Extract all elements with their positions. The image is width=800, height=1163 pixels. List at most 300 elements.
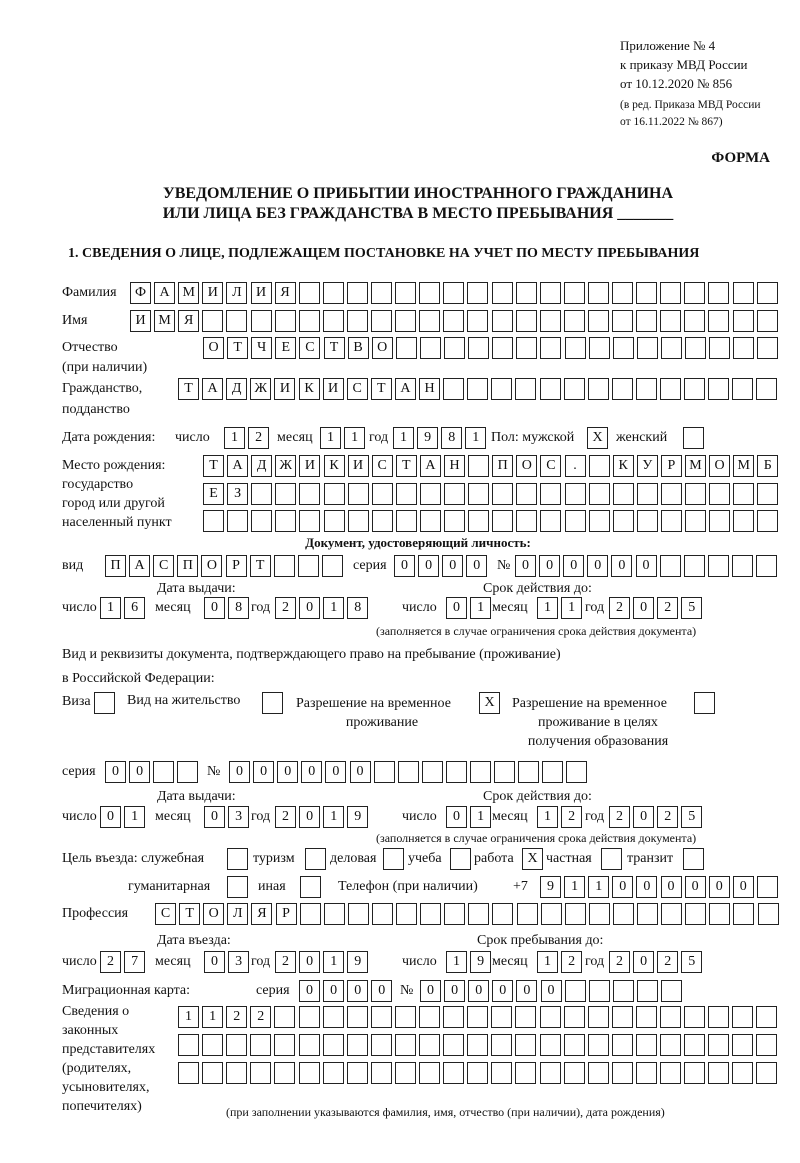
char-cell[interactable]: А [395,378,416,400]
char-cell[interactable] [178,1034,199,1056]
char-cell[interactable]: 0 [636,876,657,898]
char-cell[interactable] [323,1062,344,1084]
char-cell[interactable] [732,1034,753,1056]
char-cell[interactable] [588,378,609,400]
char-cell[interactable] [274,555,295,577]
char-cell[interactable]: X [587,427,608,449]
char-cell[interactable] [683,848,704,870]
char-cell[interactable]: 0 [325,761,346,783]
char-cell[interactable]: 1 [588,876,609,898]
char-cell[interactable] [564,310,585,332]
char-cell[interactable]: 0 [685,876,706,898]
char-cell[interactable] [660,378,681,400]
char-cell[interactable]: 0 [204,951,225,973]
char-cell[interactable]: 0 [446,597,467,619]
char-cell[interactable]: З [227,483,248,505]
char-cell[interactable] [758,903,779,925]
char-cell[interactable] [709,483,730,505]
char-cell[interactable] [347,282,368,304]
char-cell[interactable]: О [516,455,537,477]
char-cell[interactable] [443,282,464,304]
char-cell[interactable] [324,483,345,505]
char-cell[interactable] [540,1062,561,1084]
char-cell[interactable] [612,1034,633,1056]
char-cell[interactable]: Ж [250,378,271,400]
char-cell[interactable] [372,903,393,925]
char-cell[interactable]: С [540,455,561,477]
char-cell[interactable]: 1 [537,806,558,828]
char-cell[interactable] [444,510,465,532]
char-cell[interactable] [467,1006,488,1028]
char-cell[interactable]: 0 [516,980,537,1002]
char-cell[interactable]: 0 [709,876,730,898]
char-cell[interactable]: К [324,455,345,477]
char-cell[interactable] [515,1006,536,1028]
char-cell[interactable] [709,337,730,359]
char-cell[interactable] [299,1034,320,1056]
char-cell[interactable] [589,455,610,477]
char-cell[interactable]: О [203,903,224,925]
char-cell[interactable] [588,1034,609,1056]
char-cell[interactable] [348,510,369,532]
char-cell[interactable] [226,310,247,332]
char-cell[interactable] [660,310,681,332]
char-cell[interactable] [588,310,609,332]
char-cell[interactable] [203,510,224,532]
char-cell[interactable] [446,761,467,783]
char-cell[interactable]: Л [226,282,247,304]
char-cell[interactable]: 0 [204,806,225,828]
char-cell[interactable] [274,1006,295,1028]
char-cell[interactable]: О [372,337,393,359]
char-cell[interactable]: 2 [657,806,678,828]
char-cell[interactable]: Л [227,903,248,925]
char-cell[interactable]: 0 [492,980,513,1002]
char-cell[interactable]: 2 [657,597,678,619]
char-cell[interactable] [636,1006,657,1028]
char-cell[interactable]: К [299,378,320,400]
char-cell[interactable]: 0 [350,761,371,783]
char-cell[interactable] [468,483,489,505]
char-cell[interactable] [757,876,778,898]
char-cell[interactable] [348,903,369,925]
char-cell[interactable]: Т [250,555,271,577]
char-cell[interactable] [274,1034,295,1056]
char-cell[interactable] [468,903,489,925]
char-cell[interactable] [395,1062,416,1084]
char-cell[interactable] [613,903,634,925]
char-cell[interactable]: И [274,378,295,400]
char-cell[interactable] [636,310,657,332]
char-cell[interactable] [756,555,777,577]
char-cell[interactable]: 0 [204,597,225,619]
char-cell[interactable] [383,848,404,870]
char-cell[interactable]: 0 [539,555,560,577]
char-cell[interactable]: Т [203,455,224,477]
char-cell[interactable]: М [685,455,706,477]
char-cell[interactable] [756,1034,777,1056]
char-cell[interactable]: 0 [587,555,608,577]
char-cell[interactable] [396,483,417,505]
char-cell[interactable]: И [130,310,151,332]
char-cell[interactable] [468,455,489,477]
char-cell[interactable] [708,378,729,400]
char-cell[interactable]: Я [251,903,272,925]
char-cell[interactable] [419,1006,440,1028]
char-cell[interactable] [661,337,682,359]
char-cell[interactable]: П [177,555,198,577]
char-cell[interactable] [395,1034,416,1056]
char-cell[interactable] [540,1006,561,1028]
char-cell[interactable] [612,1062,633,1084]
char-cell[interactable]: Р [226,555,247,577]
char-cell[interactable] [251,483,272,505]
char-cell[interactable]: Д [226,378,247,400]
char-cell[interactable] [660,1034,681,1056]
char-cell[interactable] [660,1062,681,1084]
char-cell[interactable] [540,510,561,532]
char-cell[interactable]: И [202,282,223,304]
char-cell[interactable]: И [348,455,369,477]
char-cell[interactable] [444,337,465,359]
char-cell[interactable] [708,282,729,304]
char-cell[interactable] [227,848,248,870]
char-cell[interactable]: 0 [371,980,392,1002]
char-cell[interactable]: Т [227,337,248,359]
char-cell[interactable] [347,1006,368,1028]
char-cell[interactable]: 8 [347,597,368,619]
char-cell[interactable]: А [154,282,175,304]
char-cell[interactable]: Р [276,903,297,925]
char-cell[interactable] [398,761,419,783]
char-cell[interactable]: 1 [344,427,365,449]
char-cell[interactable]: 8 [228,597,249,619]
char-cell[interactable] [177,761,198,783]
char-cell[interactable]: Ч [251,337,272,359]
char-cell[interactable] [299,1006,320,1028]
char-cell[interactable]: Т [324,337,345,359]
char-cell[interactable] [299,282,320,304]
char-cell[interactable]: 7 [124,951,145,973]
char-cell[interactable] [443,1034,464,1056]
char-cell[interactable]: 2 [248,427,269,449]
char-cell[interactable] [322,555,343,577]
char-cell[interactable]: 1 [224,427,245,449]
char-cell[interactable] [565,980,586,1002]
char-cell[interactable] [708,1006,729,1028]
char-cell[interactable] [419,1034,440,1056]
char-cell[interactable] [637,337,658,359]
char-cell[interactable] [684,378,705,400]
char-cell[interactable]: М [733,455,754,477]
char-cell[interactable] [470,761,491,783]
char-cell[interactable]: 1 [323,951,344,973]
char-cell[interactable] [613,483,634,505]
char-cell[interactable] [443,1062,464,1084]
char-cell[interactable]: 5 [681,951,702,973]
char-cell[interactable] [540,337,561,359]
char-cell[interactable] [323,310,344,332]
char-cell[interactable] [262,692,283,714]
char-cell[interactable]: 0 [418,555,439,577]
char-cell[interactable] [299,510,320,532]
char-cell[interactable] [371,1034,392,1056]
char-cell[interactable] [347,1034,368,1056]
char-cell[interactable] [733,310,754,332]
char-cell[interactable] [542,761,563,783]
char-cell[interactable]: А [202,378,223,400]
char-cell[interactable] [733,483,754,505]
char-cell[interactable]: И [299,455,320,477]
char-cell[interactable]: 0 [612,876,633,898]
char-cell[interactable] [443,378,464,400]
char-cell[interactable]: 1 [320,427,341,449]
char-cell[interactable]: И [323,378,344,400]
char-cell[interactable] [565,510,586,532]
char-cell[interactable]: К [613,455,634,477]
char-cell[interactable]: Б [757,455,778,477]
char-cell[interactable] [661,903,682,925]
char-cell[interactable] [589,510,610,532]
char-cell[interactable] [323,1006,344,1028]
char-cell[interactable] [275,483,296,505]
char-cell[interactable]: Н [444,455,465,477]
char-cell[interactable]: Ф [130,282,151,304]
char-cell[interactable] [492,510,513,532]
char-cell[interactable] [517,903,538,925]
char-cell[interactable] [516,310,537,332]
char-cell[interactable] [732,378,753,400]
char-cell[interactable] [601,848,622,870]
char-cell[interactable]: 0 [253,761,274,783]
char-cell[interactable] [516,337,537,359]
char-cell[interactable] [684,1006,705,1028]
char-cell[interactable]: Я [275,282,296,304]
char-cell[interactable]: 1 [470,597,491,619]
char-cell[interactable] [757,337,778,359]
char-cell[interactable] [515,378,536,400]
char-cell[interactable] [540,282,561,304]
char-cell[interactable]: 2 [100,951,121,973]
char-cell[interactable]: О [203,337,224,359]
char-cell[interactable] [420,483,441,505]
char-cell[interactable] [250,1034,271,1056]
char-cell[interactable] [494,761,515,783]
char-cell[interactable]: 9 [347,951,368,973]
char-cell[interactable] [516,282,537,304]
char-cell[interactable]: 1 [470,806,491,828]
char-cell[interactable] [588,282,609,304]
char-cell[interactable] [153,761,174,783]
char-cell[interactable]: Е [203,483,224,505]
char-cell[interactable] [709,510,730,532]
char-cell[interactable] [371,310,392,332]
char-cell[interactable] [637,510,658,532]
char-cell[interactable] [468,510,489,532]
char-cell[interactable] [565,903,586,925]
char-cell[interactable] [518,761,539,783]
char-cell[interactable] [565,483,586,505]
char-cell[interactable]: П [492,455,513,477]
char-cell[interactable] [708,1062,729,1084]
char-cell[interactable]: Т [178,378,199,400]
char-cell[interactable] [299,1062,320,1084]
char-cell[interactable] [396,903,417,925]
char-cell[interactable]: 0 [301,761,322,783]
char-cell[interactable]: А [420,455,441,477]
char-cell[interactable] [371,282,392,304]
char-cell[interactable] [419,1062,440,1084]
char-cell[interactable] [588,1006,609,1028]
char-cell[interactable] [444,903,465,925]
char-cell[interactable]: В [348,337,369,359]
char-cell[interactable]: 2 [275,806,296,828]
char-cell[interactable]: Я [178,310,199,332]
char-cell[interactable]: X [522,848,543,870]
char-cell[interactable] [396,337,417,359]
char-cell[interactable] [324,510,345,532]
char-cell[interactable] [419,310,440,332]
char-cell[interactable] [684,282,705,304]
char-cell[interactable]: 2 [609,951,630,973]
char-cell[interactable] [300,876,321,898]
char-cell[interactable] [589,337,610,359]
char-cell[interactable] [467,1062,488,1084]
char-cell[interactable]: 2 [250,1006,271,1028]
char-cell[interactable] [202,1062,223,1084]
char-cell[interactable]: 0 [633,597,654,619]
char-cell[interactable]: 2 [561,806,582,828]
char-cell[interactable] [612,310,633,332]
char-cell[interactable]: 0 [541,980,562,1002]
char-cell[interactable] [733,337,754,359]
char-cell[interactable] [733,510,754,532]
char-cell[interactable] [564,282,585,304]
char-cell[interactable] [299,310,320,332]
char-cell[interactable] [420,903,441,925]
char-cell[interactable] [492,483,513,505]
char-cell[interactable] [564,378,585,400]
char-cell[interactable] [660,1006,681,1028]
char-cell[interactable]: 0 [299,597,320,619]
char-cell[interactable] [636,1034,657,1056]
char-cell[interactable] [564,1062,585,1084]
char-cell[interactable] [396,510,417,532]
char-cell[interactable] [708,555,729,577]
char-cell[interactable]: 0 [468,980,489,1002]
char-cell[interactable] [324,903,345,925]
char-cell[interactable] [757,282,778,304]
char-cell[interactable]: Т [371,378,392,400]
char-cell[interactable]: 2 [226,1006,247,1028]
char-cell[interactable] [541,903,562,925]
char-cell[interactable] [420,337,441,359]
char-cell[interactable] [491,378,512,400]
char-cell[interactable]: С [372,455,393,477]
char-cell[interactable] [685,510,706,532]
char-cell[interactable]: 1 [178,1006,199,1028]
char-cell[interactable]: 1 [323,597,344,619]
char-cell[interactable] [300,903,321,925]
char-cell[interactable] [637,483,658,505]
char-cell[interactable] [467,282,488,304]
char-cell[interactable] [347,1062,368,1084]
char-cell[interactable]: 0 [299,980,320,1002]
char-cell[interactable] [733,903,754,925]
char-cell[interactable]: 0 [442,555,463,577]
char-cell[interactable] [299,483,320,505]
char-cell[interactable] [613,337,634,359]
char-cell[interactable]: 2 [561,951,582,973]
char-cell[interactable] [565,337,586,359]
char-cell[interactable]: 9 [417,427,438,449]
char-cell[interactable] [202,1034,223,1056]
char-cell[interactable] [492,903,513,925]
char-cell[interactable] [372,483,393,505]
char-cell[interactable] [564,1034,585,1056]
char-cell[interactable]: 2 [275,951,296,973]
char-cell[interactable] [540,310,561,332]
char-cell[interactable]: Е [275,337,296,359]
char-cell[interactable]: А [227,455,248,477]
char-cell[interactable] [94,692,115,714]
char-cell[interactable] [468,337,489,359]
char-cell[interactable]: С [347,378,368,400]
char-cell[interactable]: М [154,310,175,332]
char-cell[interactable]: Д [251,455,272,477]
char-cell[interactable]: 6 [124,597,145,619]
char-cell[interactable] [422,761,443,783]
char-cell[interactable] [612,378,633,400]
char-cell[interactable]: 0 [299,806,320,828]
char-cell[interactable]: 8 [441,427,462,449]
char-cell[interactable]: 9 [540,876,561,898]
char-cell[interactable]: 0 [446,806,467,828]
char-cell[interactable]: И [251,282,272,304]
char-cell[interactable]: 0 [299,951,320,973]
char-cell[interactable] [491,1006,512,1028]
char-cell[interactable] [298,555,319,577]
char-cell[interactable] [450,848,471,870]
char-cell[interactable] [395,1006,416,1028]
char-cell[interactable]: 1 [124,806,145,828]
char-cell[interactable]: 0 [100,806,121,828]
char-cell[interactable]: 5 [681,597,702,619]
char-cell[interactable] [202,310,223,332]
char-cell[interactable] [347,310,368,332]
char-cell[interactable] [756,1062,777,1084]
char-cell[interactable] [492,282,513,304]
char-cell[interactable] [685,483,706,505]
char-cell[interactable] [374,761,395,783]
char-cell[interactable]: 3 [228,951,249,973]
char-cell[interactable] [323,1034,344,1056]
char-cell[interactable] [732,555,753,577]
char-cell[interactable]: 1 [446,951,467,973]
char-cell[interactable]: 0 [611,555,632,577]
char-cell[interactable] [661,483,682,505]
char-cell[interactable]: 1 [202,1006,223,1028]
char-cell[interactable] [492,337,513,359]
char-cell[interactable] [227,510,248,532]
char-cell[interactable]: 0 [661,876,682,898]
char-cell[interactable] [515,1062,536,1084]
char-cell[interactable] [757,510,778,532]
char-cell[interactable]: 3 [228,806,249,828]
char-cell[interactable]: 0 [394,555,415,577]
char-cell[interactable]: М [178,282,199,304]
char-cell[interactable]: Ж [275,455,296,477]
